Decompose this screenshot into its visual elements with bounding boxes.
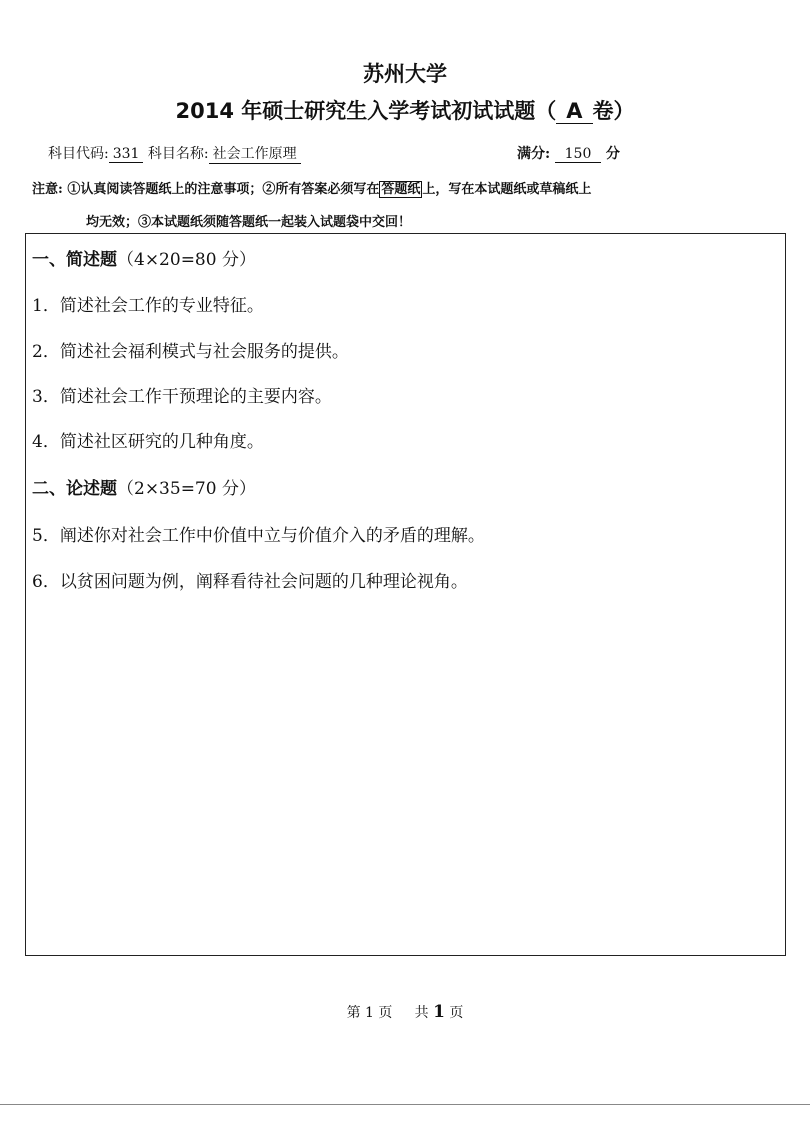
question-item: 4．简述社区研究的几种角度。 xyxy=(32,432,264,452)
code-value: 331 xyxy=(109,146,144,163)
question-item: 3．简述社会工作干预理论的主要内容。 xyxy=(32,387,332,407)
total-suffix: 页 xyxy=(449,1005,464,1021)
total-pages: 1 xyxy=(433,1002,445,1022)
notice-text: 注意: ①认真阅读答题纸上的注意事项；②所有答案必须写在 xyxy=(32,182,380,197)
page-footer xyxy=(0,1002,810,1022)
code-label: 科目代码: xyxy=(48,146,109,162)
notice-line-1 xyxy=(32,178,591,197)
section-title: 一、简述题 xyxy=(32,250,117,270)
score-unit: 分 xyxy=(605,146,620,162)
question-item: 5．阐述你对社会工作中价值中立与价值介入的矛盾的理解。 xyxy=(32,526,485,546)
exam-title xyxy=(0,95,810,125)
paper-version: A xyxy=(556,99,592,124)
notice-text: 上，写在本试题纸或草稿纸上 xyxy=(422,182,592,197)
bottom-rule xyxy=(0,1104,810,1105)
question-item: 2．简述社会福利模式与社会服务的提供。 xyxy=(32,342,349,362)
name-value: 社会工作原理 xyxy=(209,143,301,164)
section-title: 二、论述题 xyxy=(32,479,117,499)
full-score xyxy=(517,143,620,163)
university-name: 苏州大学 xyxy=(363,62,447,86)
title-suffix: 卷） xyxy=(592,99,635,123)
section-points: （4×20=80 分） xyxy=(117,250,256,270)
page-number: 第 1 页 xyxy=(346,1005,393,1021)
name-label: 科目名称: xyxy=(147,146,209,162)
title-prefix: 2014 年硕士研究生入学考试初试试题（ xyxy=(175,99,557,123)
question-item: 1．简述社会工作的专业特征。 xyxy=(32,296,264,316)
section-heading xyxy=(32,245,256,270)
section-heading xyxy=(32,474,256,499)
total-label: 共 xyxy=(414,1005,429,1021)
section-points: （2×35=70 分） xyxy=(117,479,256,499)
score-value: 150 xyxy=(555,146,602,163)
question-item: 6．以贫困问题为例，阐释看待社会问题的几种理论视角。 xyxy=(32,572,468,592)
answer-sheet-boxed: 答题纸 xyxy=(381,182,421,197)
subject-info xyxy=(48,143,301,164)
score-label: 满分: xyxy=(517,146,551,162)
notice-line-2: 均无效；③本试题纸须随答题纸一起装入试题袋中交回！ xyxy=(86,215,412,230)
